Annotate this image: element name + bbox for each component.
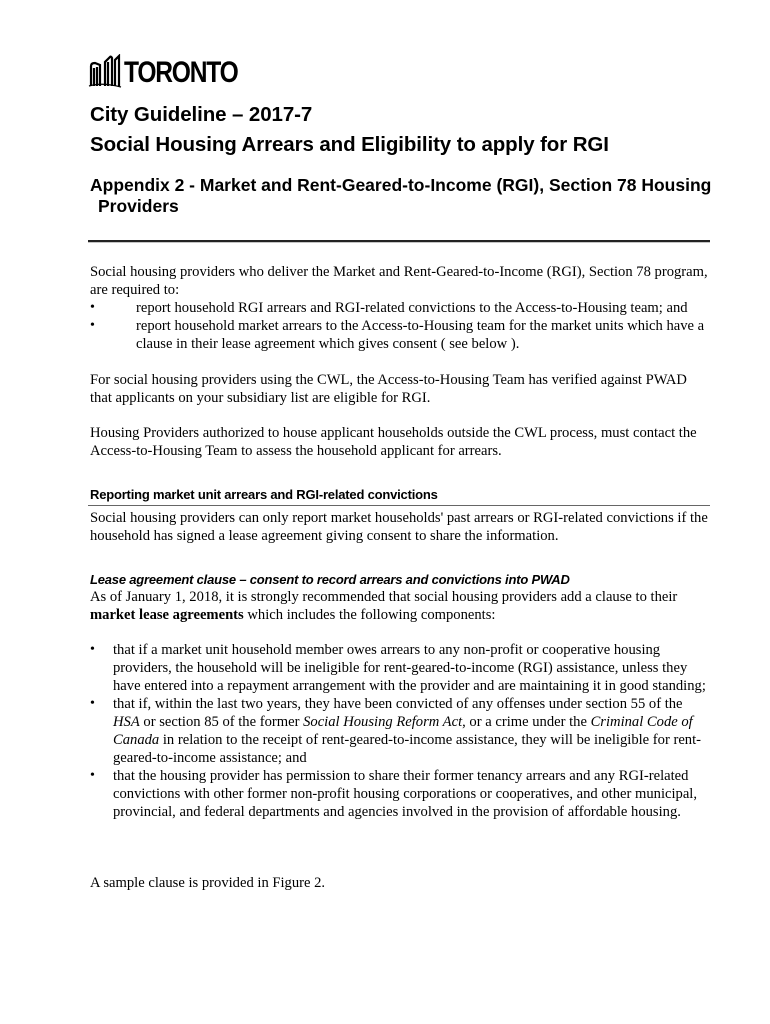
list-item-text: report household RGI arrears and RGI-related convictions to the Access-to-Housing team; and bbox=[136, 300, 688, 316]
lease-paragraph bbox=[90, 588, 712, 624]
list-item-text: that if a market unit household member owes arrears to any non-profit or cooperative housing providers, the household will be ineligible for rent-geared-to-income (RGI) assistance, unless they have entered into a repayment arrangement with the provider and are maintaining it in good standing; bbox=[113, 642, 706, 694]
reporting-paragraph: Social housing providers can only report market households' past arrears or RGI-related convictions if the household has signed a lease agreement giving consent to share the information. bbox=[90, 510, 708, 544]
lease-components-list bbox=[90, 641, 712, 821]
section-divider bbox=[88, 505, 710, 506]
city-hall-icon bbox=[88, 54, 122, 88]
reporting-section-heading: Reporting market unit arrears and RGI-related convictions bbox=[90, 487, 438, 502]
statute-name: Criminal Code of Canada bbox=[113, 714, 693, 748]
bullet-icon: • bbox=[90, 642, 95, 657]
lease-paragraph-emphasis: market lease agreements bbox=[90, 607, 244, 623]
lease-paragraph-text-end: which includes the following components: bbox=[243, 607, 496, 623]
toronto-logo bbox=[88, 52, 262, 88]
text-run: , or a crime under the bbox=[462, 714, 591, 730]
list-item bbox=[90, 695, 712, 767]
lease-section-heading: Lease agreement clause – consent to record arrears and convictions into PWAD bbox=[90, 572, 570, 587]
bullet-icon: • bbox=[90, 318, 95, 333]
list-item bbox=[90, 299, 712, 317]
intro-block bbox=[90, 263, 712, 353]
appendix-title bbox=[90, 175, 730, 217]
header-divider bbox=[88, 240, 710, 242]
appendix-title-line1: Appendix 2 - Market and Rent-Geared-to-Income (RGI), Section 78 Housing bbox=[90, 175, 712, 195]
intro-bullet-list bbox=[90, 299, 712, 353]
logo-wordmark: TORONTO bbox=[124, 56, 238, 89]
guideline-title: City Guideline – 2017-7 bbox=[90, 103, 313, 126]
subject-title: Social Housing Arrears and Eligibility to apply for RGI bbox=[90, 133, 609, 156]
list-item bbox=[90, 317, 712, 353]
list-item-text: report household market arrears to the Access-to-Housing team for the market units which have a clause in their lease agreement which gives consent ( see below ). bbox=[136, 318, 705, 352]
appendix-title-line2: Providers bbox=[98, 196, 179, 216]
list-item bbox=[90, 641, 712, 695]
lease-paragraph-text: As of January 1, 2018, it is strongly recommended that social housing providers add a clause to their bbox=[90, 589, 678, 605]
intro-paragraph: Social housing providers who deliver the Market and Rent-Geared-to-Income (RGI), Section 78 program, are required to: bbox=[90, 264, 708, 298]
bullet-icon: • bbox=[90, 768, 95, 783]
list-item-text bbox=[113, 696, 701, 766]
list-item-text: that the housing provider has permission to share their former tenancy arrears and any RGI-related convictions with other former non-profit housing corporations or cooperatives, and other municipal, provincial, and federal departments and agencies involved in the provision of affordable housing. bbox=[113, 768, 698, 820]
list-item bbox=[90, 767, 712, 821]
outside-cwl-paragraph: Housing Providers authorized to house applicant households outside the CWL process, must contact the Access-to-Housing Team to assess the household applicant for arrears. bbox=[90, 425, 697, 459]
bullet-icon: • bbox=[90, 300, 95, 315]
text-run: in relation to the receipt of rent-geared-to-income assistance, they will be ineligible for rent-geared-to-income assistance; and bbox=[113, 732, 702, 766]
bullet-icon: • bbox=[90, 696, 95, 711]
cwl-paragraph: For social housing providers using the CWL, the Access-to-Housing Team has verified against PWAD that applicants on your subsidiary list are eligible for RGI. bbox=[90, 372, 687, 406]
statute-name: HSA bbox=[113, 714, 140, 730]
text-run: or section 85 of the former bbox=[139, 714, 304, 730]
lease-components-list-block bbox=[90, 641, 712, 821]
text-run: that if, within the last two years, they have been convicted of any offenses under section 55 of the bbox=[113, 696, 683, 712]
statute-name: Social Housing Reform Act bbox=[303, 714, 463, 730]
sample-clause-note: A sample clause is provided in Figure 2. bbox=[90, 875, 326, 891]
